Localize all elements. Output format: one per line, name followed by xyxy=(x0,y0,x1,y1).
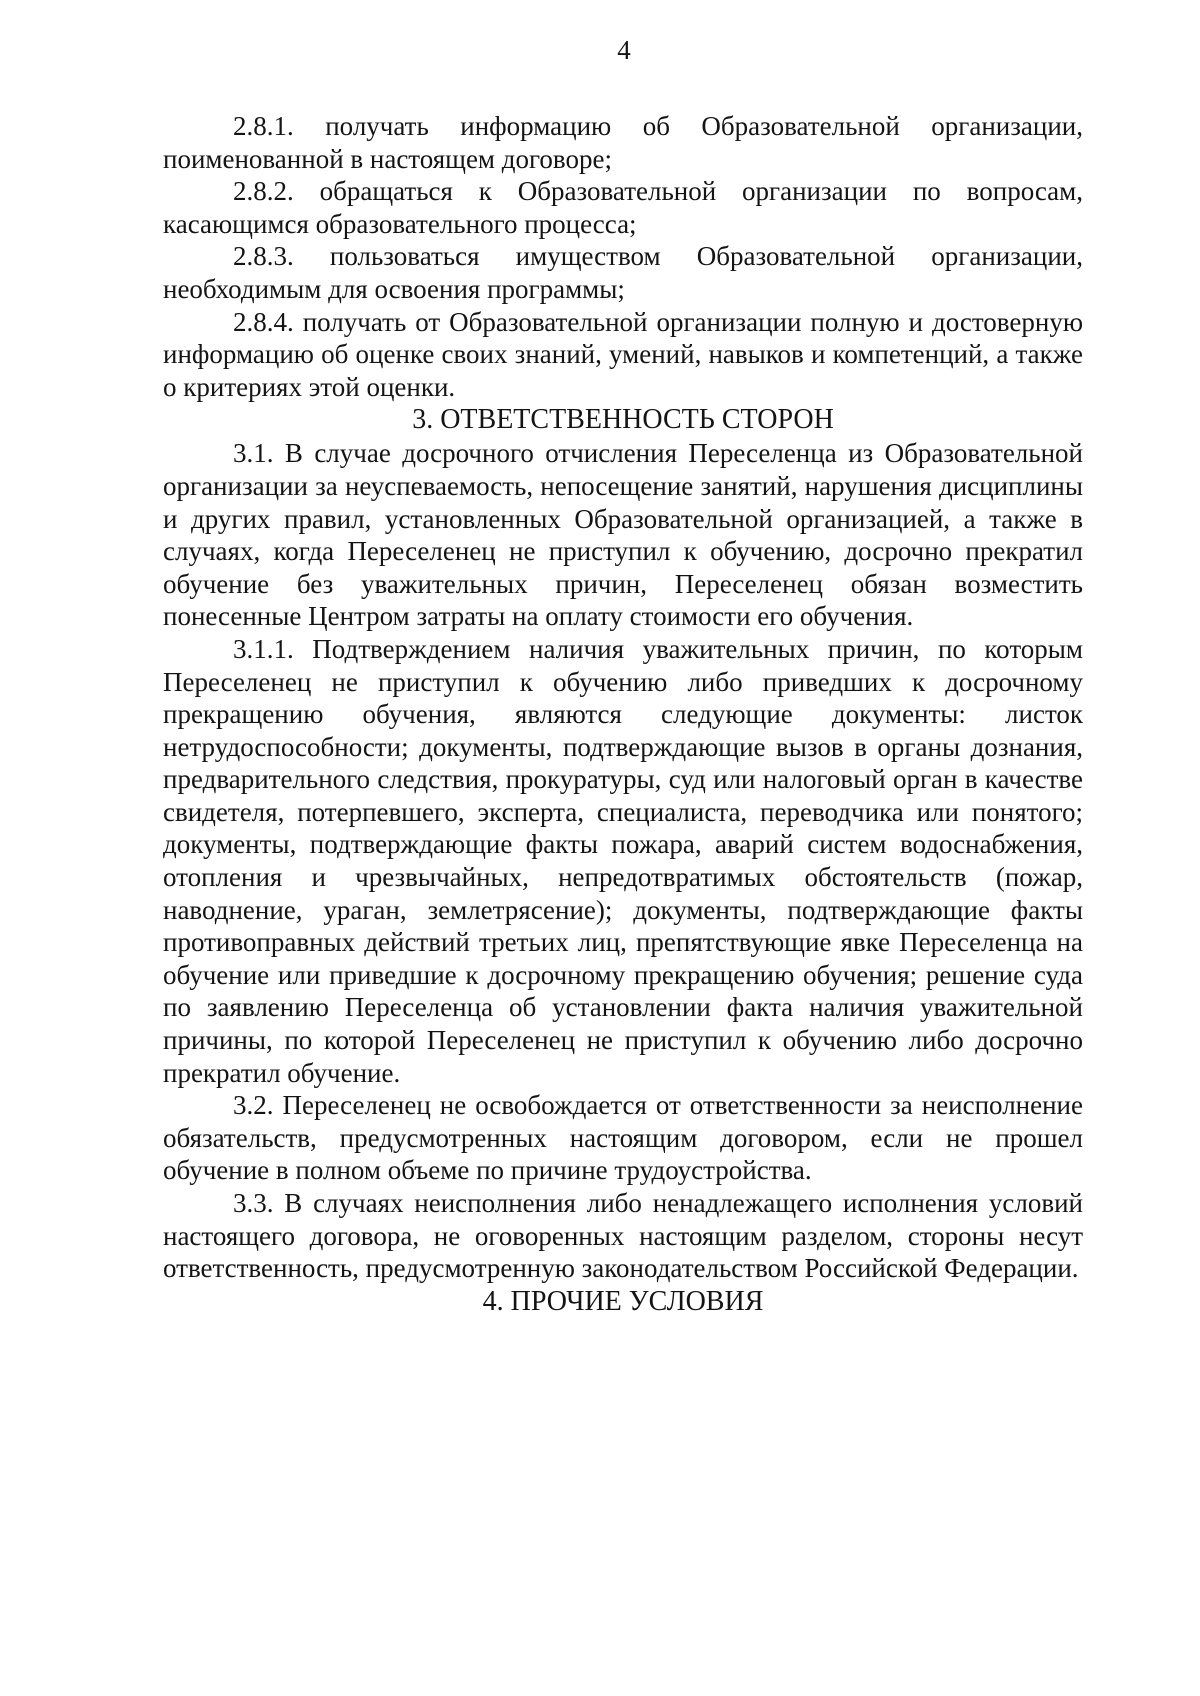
clause-3-1-1: 3.1.1. Подтверждением наличия уважительных причин, по которым Переселенец не приступил к обучению либо приведших к досрочному прекращению обучения, являются следующие документы: листок нетрудоспособности; документы, подтверждающие вызов в органы дознания, предварительного следствия, прокуратуры, суд или налоговый орган в качестве свидетеля, потерпевшего, эксперта, специалиста, переводчика или понятого; документы, подтверждающие факты пожара, аварий систем водоснабжения, отопления и чрезвычайных, непредотвратимых обстоятельств (пожар, наводнение, ураган, землетрясение); документы, подтверждающие факты противоправных действий третьих лиц, препятствующие явке Переселенца на обучение или приведшие к досрочному прекращению обучения; решение суда по заявлению Переселенца об установлении факта наличия уважительной причины, по которой Переселенец не приступил к обучению либо досрочно прекратил обучение. xyxy=(163,633,1083,1088)
clause-2-8-2: 2.8.2. обращаться к Образовательной организации по вопросам, касающимся образовательного процесса; xyxy=(163,176,1083,239)
clause-3-1: 3.1. В случае досрочного отчисления Переселенца из Образовательной организации за неуспеваемость, непосещение занятий, нарушения дисциплины и других правил, установленных Образовательной организацией, а также в случаях, когда Переселенец не приступил к обучению, досрочно прекратил обучение без уважительных причин, Переселенец обязан возместить понесенные Центром затраты на оплату стоимости его обучения. xyxy=(163,438,1083,632)
clause-2-8-3: 2.8.3. пользоваться имуществом Образовательной организации, необходимым для освоения программы; xyxy=(163,241,1083,304)
clause-3-3: 3.3. В случаях неисполнения либо ненадлежащего исполнения условий настоящего договора, не оговоренных настоящим разделом, стороны несут ответственность, предусмотренную законодательством Российской Федерации. xyxy=(163,1188,1083,1284)
page-number: 4 xyxy=(617,35,631,65)
document-body xyxy=(163,110,1083,1319)
clause-2-8-1: 2.8.1. получать информацию об Образовательной организации, поименованной в настоящем договоре; xyxy=(163,111,1083,174)
clause-2-8-4: 2.8.4. получать от Образовательной организации полную и достоверную информацию об оценке своих знаний, умений, навыков и компетенций, а также о критериях этой оценки. xyxy=(163,306,1083,402)
clause-3-2: 3.2. Переселенец не освобождается от ответственности за неисполнение обязательств, предусмотренных настоящим договором, если не прошел обучение в полном объеме по причине трудоустройства. xyxy=(163,1090,1083,1186)
section-4-heading: 4. ПРОЧИЕ УСЛОВИЯ xyxy=(482,1285,764,1317)
section-3-heading: 3. ОТВЕТСТВЕННОСТЬ СТОРОН xyxy=(412,404,834,436)
